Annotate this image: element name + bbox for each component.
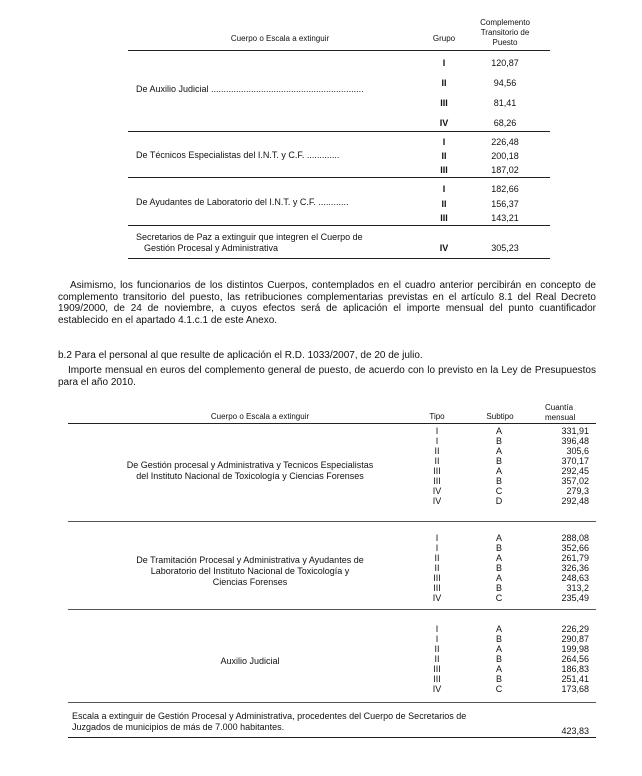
column-header-tipo: Tipo [429,412,445,421]
grupo-cell: II [441,151,447,161]
column-header-grupo: Grupo [432,34,456,43]
grupo-cell: I [442,184,446,194]
row-label-gestion-procesal: De Gestión procesal y Administrativa y Tecnicos Especialistas del Instituto Nacional de Toxicología y Ciencias Forenses [126,460,374,481]
subtipo-column: A B A B A B C D [495,426,503,506]
table-rule [128,177,550,178]
valor-cell: 120,87 [491,58,519,68]
table-rule [128,225,550,226]
row-label-tramitacion-procesal: De Tramitación Procesal y Administrativa y Ayudantes de Laboratorio del Instituto Nacional de Toxicología y Ciencias Forenses [136,555,364,587]
row-label-ayudantes-laboratorio: De Ayudantes de Laboratorio del I.N.T. y C.F. ............ [136,197,349,207]
valor-cell: 200,18 [491,151,519,161]
row-label-secretarios-de-paz: Secretarios de Paz a extinguir que integren el Cuerpo de Gestión Procesal y Administrativa [136,232,363,253]
table-rule [68,737,596,738]
cuantia-column: 331,91 396,48 305,6 370,17 292,45 357,02 279,3 292,48 [561,426,589,506]
row-label-auxilio-judicial: De Auxilio Judicial ............................................................. [136,84,364,94]
column-header-cuerpo: Cuerpo o Escala a extinguir [230,34,330,43]
cuantia-column: 288,08 352,66 261,79 326,36 248,63 313,2 235,49 [561,533,589,603]
table-rule [68,521,596,522]
row-label-tecnicos-especialistas: De Técnicos Especialistas del I.N.T. y C.F. ............. [136,150,340,160]
cuantia-column: 226,29 290,87 199,98 264,56 186,83 251,41 173,68 [561,624,589,694]
valor-cell: 187,02 [491,165,519,175]
tipo-column: I I II II III III IV [432,533,442,603]
table-rule [68,702,596,703]
paragraph-asimismo: Asimismo, los funcionarios de los distintos Cuerpos, contemplados en el cuadro anterior percibirán en concepto de complemento transitorio del puesto, las retribuciones complementarias previstas en el artículo 8.1 del Real Decreto 1909/2000, de 24 de noviembre, a cuyos efectos será de aplicación el importe mensual del punto cuantificador establecido en el apartado 4.1.c.1 de este Anexo. [58,280,596,326]
paragraph-importe-mensual: Importe mensual en euros del complemento general de puesto, de acuerdo con lo previsto en la Ley de Presupuestos para el año 2010. [58,365,596,388]
grupo-cell: II [441,78,447,88]
row-label-escala-secretarios-juzgados: Escala a extinguir de Gestión Procesal y Administrativa, procedentes del Cuerpo de Secretarios de Juzgados de municipios de más de 7.000 habitantes. [72,711,467,732]
table-rule [128,50,550,51]
column-header-complemento: Complemento Transitorio de Puesto [480,18,530,47]
table-rule [128,258,550,259]
valor-cell: 156,37 [491,199,519,209]
row-label-auxilio-judicial: Auxilio Judicial [220,656,280,666]
tipo-column: I I II II III III IV [432,624,442,694]
valor-cell: 182,66 [491,184,519,194]
valor-cell: 94,56 [493,78,517,88]
tipo-column: I I II II III III IV IV [432,426,442,506]
table-rule [128,131,550,132]
cuantia-cell: 423,83 [561,726,589,736]
grupo-cell: II [441,199,447,209]
grupo-cell: III [440,98,448,108]
subtipo-column: A B A B A B C [495,533,503,603]
grupo-cell: III [440,213,448,223]
grupo-cell: I [442,137,446,147]
subtipo-column: A B A B A B C [495,624,503,694]
grupo-cell: I [442,58,446,68]
valor-cell: 305,23 [491,243,519,253]
grupo-cell: IV [439,243,449,253]
column-header-subtipo: Subtipo [486,412,514,421]
grupo-cell: IV [439,118,449,128]
grupo-cell: III [440,165,448,175]
valor-cell: 68,26 [493,118,517,128]
column-header-cuantia: Cuantía mensual [545,403,576,422]
valor-cell: 226,48 [491,137,519,147]
section-heading-b2: b.2 Para el personal al que resulte de aplicación el R.D. 1033/2007, de 20 de julio. [58,350,423,361]
table-rule [68,609,596,610]
valor-cell: 81,41 [493,98,517,108]
valor-cell: 143,21 [491,213,519,223]
column-header-cuerpo: Cuerpo o Escala a extinguir [210,412,310,421]
table-rule [68,423,596,424]
